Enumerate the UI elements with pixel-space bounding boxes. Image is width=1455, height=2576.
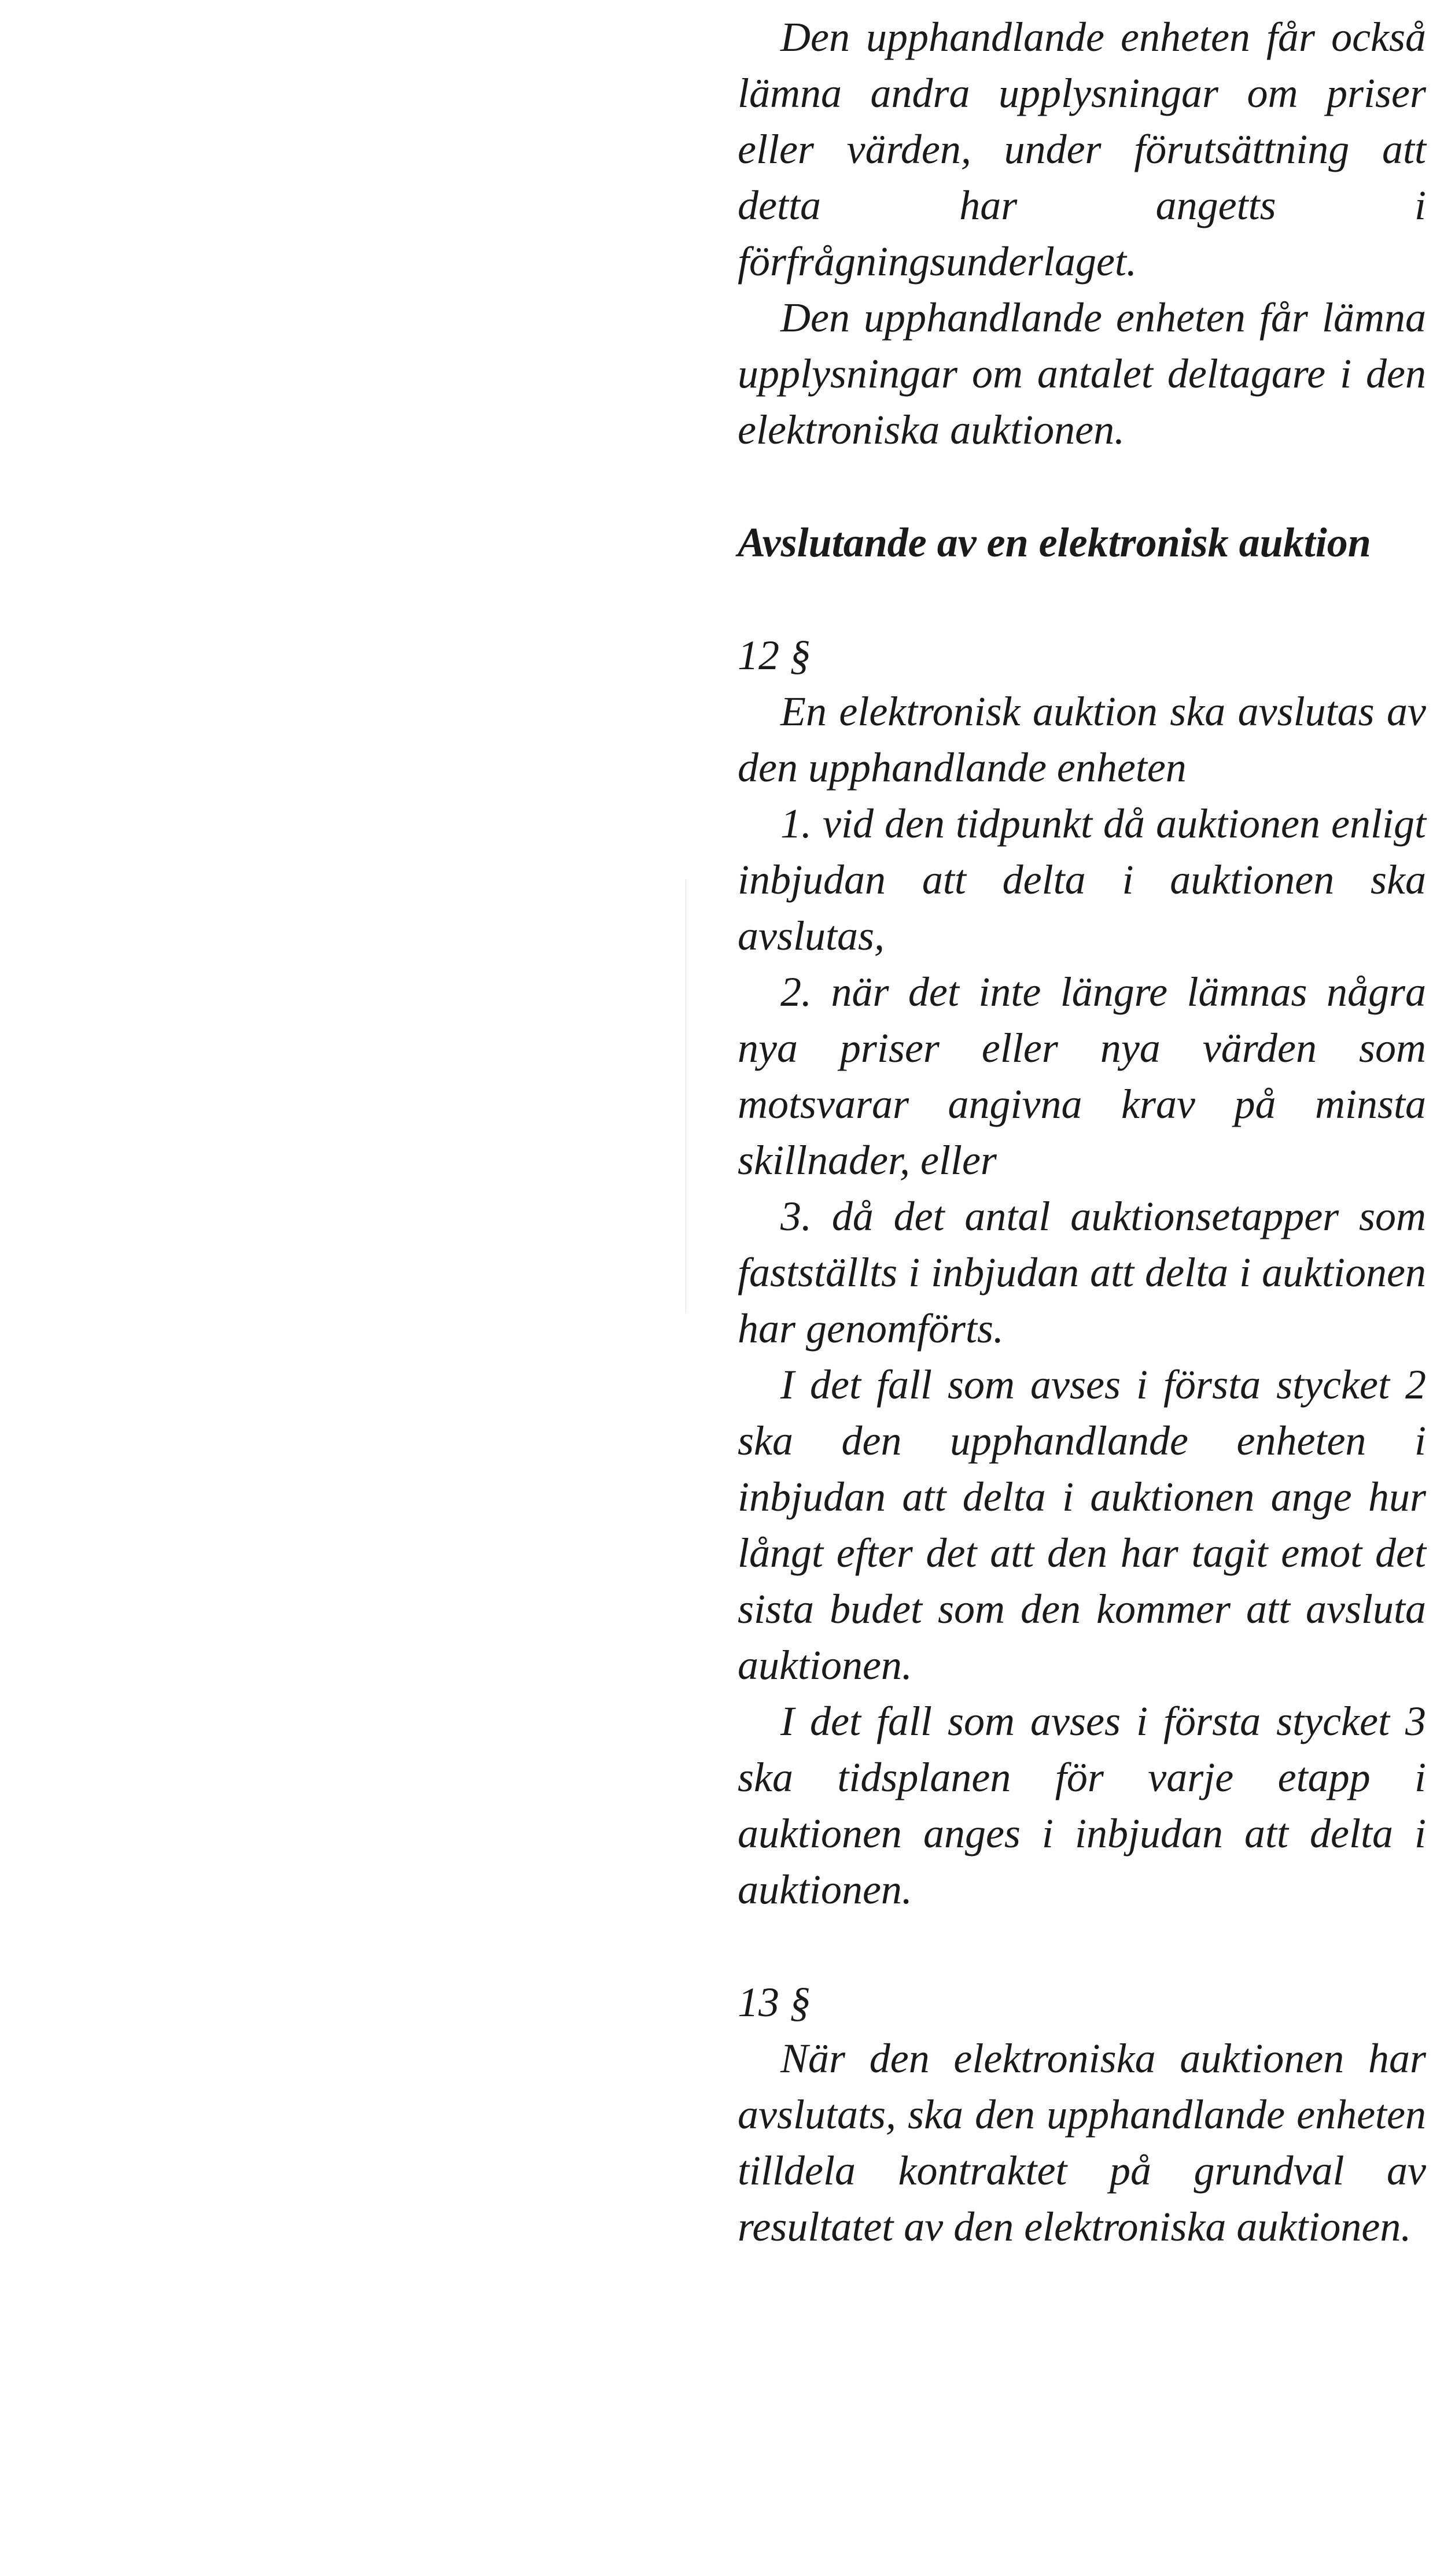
paragraph-12-item-3: 3. då det antal auktionsetapper som fastställts i inbjudan att delta i auktionen har genomförts. (738, 1193, 1426, 1352)
paragraph-12-case-3: I det fall som avses i första stycket 3 ska tidsplanen för varje etapp i auktionen anges i inbjudan att delta i auktionen. (738, 1698, 1426, 1913)
paragraph-13-award: När den elektroniska auktionen har avslutats, ska den upphandlande enheten tilldela kontraktet på grundval av resultatet av den elektroniska auktionen. (738, 2035, 1426, 2250)
section-number-13: 13 § (738, 1979, 811, 2025)
section-number-12: 12 § (738, 632, 811, 678)
paragraph-other-information: Den upphandlande enheten får också lämna andra upplysningar om priser eller värden, under förutsättning att detta har angetts i förfrågningsunderlaget. (738, 14, 1426, 285)
paragraph-12-item-1: 1. vid den tidpunkt då auktionen enligt inbjudan att delta i auktionen ska avslutas, (738, 800, 1426, 959)
document-column (738, 0, 1426, 2255)
paragraph-12-item-2: 2. när det inte längre lämnas några nya priser eller nya värden som motsvarar angivna krav på minsta skillnader, eller (738, 969, 1426, 1183)
paragraph-12-intro: En elektronisk auktion ska avslutas av den upphandlande enheten (738, 688, 1426, 791)
paragraph-participant-count: Den upphandlande enheten får lämna upplysningar om antalet deltagare i den elektroniska auktionen. (738, 294, 1426, 453)
paragraph-12-case-2: I det fall som avses i första stycket 2 ska den upphandlande enheten i inbjudan att delta i auktionen ange hur långt efter det att den har tagit emot det sista budet som den kommer att avsluta auktionen. (738, 1361, 1426, 1688)
section-heading: Avslutande av en elektronisk auktion (738, 519, 1371, 566)
